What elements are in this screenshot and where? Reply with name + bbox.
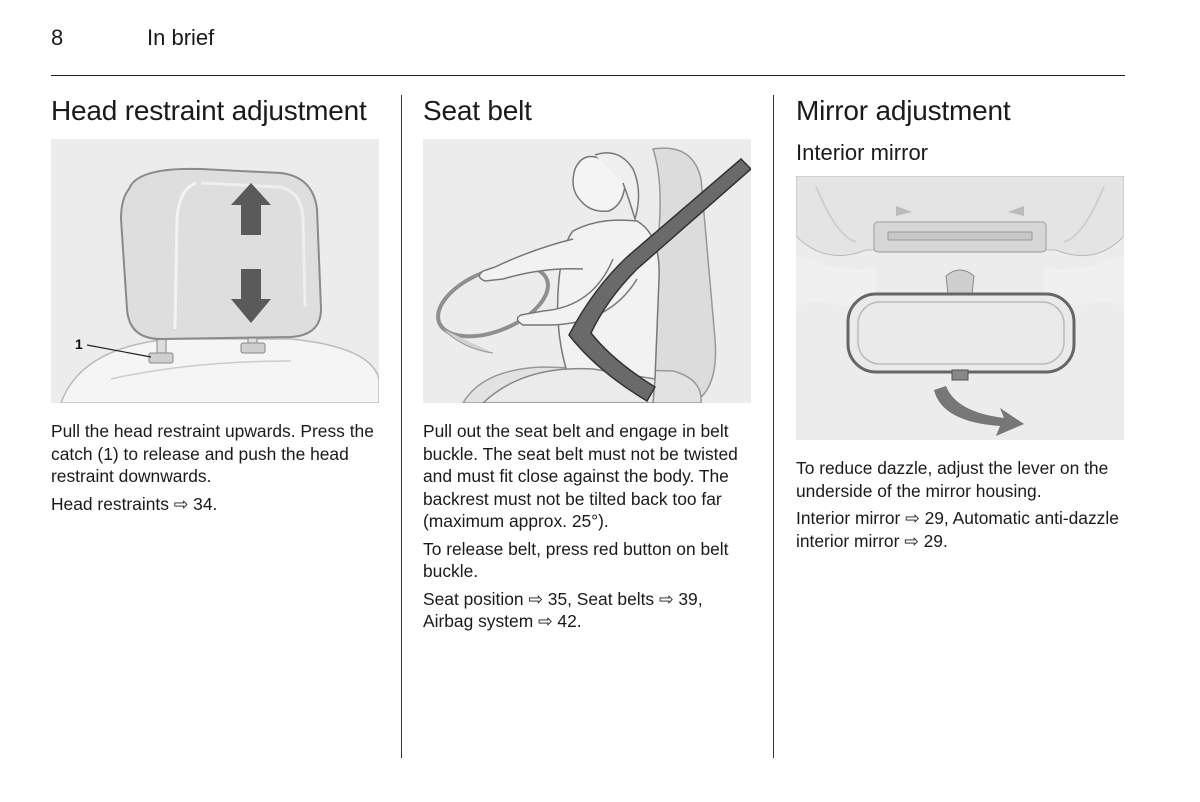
seat-belt-heading: Seat belt <box>423 95 532 126</box>
seat-belt-paragraph-1: Pull out the seat belt and engage in belt buckle. The seat belt must not be twisted and must fit close against the body. The backrest must not be tilted back too far (maximum approx. 25°). <box>423 421 738 531</box>
seat-belt-paragraph-2: To release belt, press red button on belt buckle. <box>423 538 729 581</box>
header-divider <box>51 75 1125 76</box>
section-title: In brief <box>147 25 215 50</box>
mirror-column <box>796 93 1126 552</box>
seat-belt-column <box>423 93 753 633</box>
seat-belt-reference: Seat position ⇨ 35, Seat belts ⇨ 39, Airbag system ⇨ 42. <box>423 588 703 631</box>
mirror-heading: Mirror adjustment <box>796 95 1011 126</box>
seat-belt-illustration <box>423 139 751 403</box>
page-number: 8 <box>51 25 64 50</box>
column-divider-1 <box>401 95 402 758</box>
head-restraint-paragraph-1: Pull the head restraint upwards. Press the catch (1) to release and push the head restraint downwards. <box>51 421 374 486</box>
callout-1-label: 1 <box>75 336 83 352</box>
head-restraint-heading: Head restraint adjustment <box>51 95 367 126</box>
head-restraint-illustration <box>51 139 379 403</box>
interior-mirror-subheading: Interior mirror <box>796 140 929 165</box>
column-divider-2 <box>773 95 774 758</box>
head-restraint-column <box>51 93 381 515</box>
interior-mirror-illustration <box>796 176 1124 440</box>
mirror-paragraph-1: To reduce dazzle, adjust the lever on the underside of the mirror housing. <box>796 458 1109 501</box>
mirror-reference: Interior mirror ⇨ 29, Automatic anti-dazzle interior mirror ⇨ 29. <box>796 508 1119 551</box>
head-restraint-reference: Head restraints ⇨ 34. <box>51 493 218 514</box>
